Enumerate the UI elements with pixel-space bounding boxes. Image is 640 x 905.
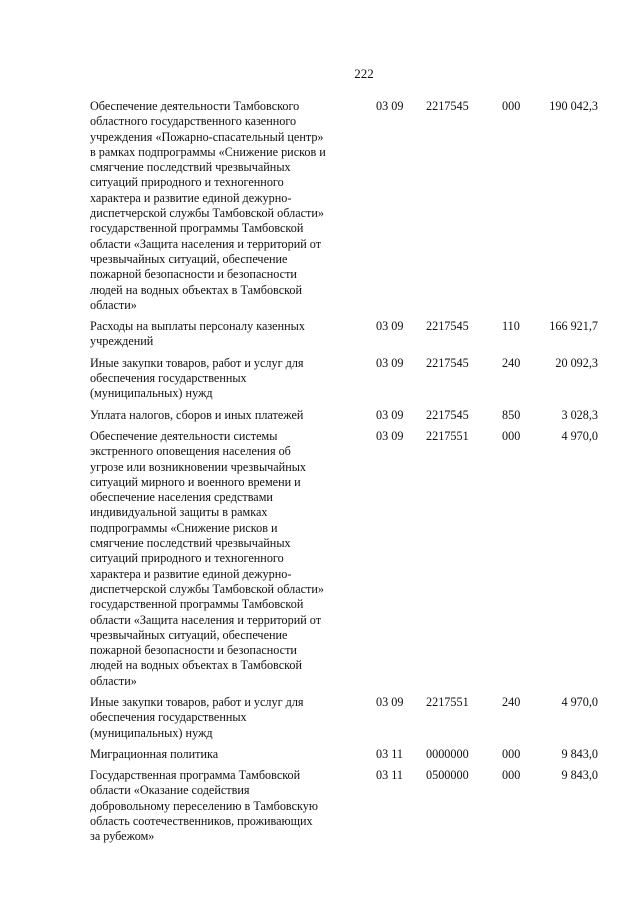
row-amount: 9 843,0 xyxy=(561,768,598,783)
row-expense-type: 240 xyxy=(502,694,521,709)
row-article-code: 2217545 xyxy=(426,355,469,370)
row-expense-type: 110 xyxy=(502,319,520,334)
table-row xyxy=(90,408,610,423)
row-section-code: 03 09 xyxy=(376,355,404,370)
row-name: Иные закупки товаров, работ и услуг для обеспечения государственных (муниципальных) нужд xyxy=(90,355,304,401)
row-name: Иные закупки товаров, работ и услуг для обеспечения государственных (муниципальных) нужд xyxy=(90,694,304,740)
row-expense-type: 240 xyxy=(502,355,521,370)
row-article-code: 2217545 xyxy=(426,407,469,422)
table-row xyxy=(90,429,610,689)
row-section-code: 03 09 xyxy=(376,694,404,709)
row-amount: 190 042,3 xyxy=(549,99,598,113)
row-expense-type: 000 xyxy=(502,746,521,761)
row-article-code: 2217545 xyxy=(426,99,469,113)
row-name: Государственная программа Тамбовской области «Оказание содействия добровольному переселению в Тамбовскую область соотечественников, проживающих за рубежом» xyxy=(90,768,318,844)
row-article-code: 0000000 xyxy=(426,746,469,761)
table-row xyxy=(90,768,610,844)
table-row xyxy=(90,695,610,741)
row-article-code: 2217545 xyxy=(426,319,469,334)
row-section-code: 03 09 xyxy=(376,407,404,422)
row-amount: 4 970,0 xyxy=(561,694,598,709)
row-section-code: 03 11 xyxy=(376,746,403,761)
row-name: Уплата налогов, сборов и иных платежей xyxy=(90,407,304,422)
row-section-code: 03 09 xyxy=(376,319,404,334)
row-name: Расходы на выплаты персоналу казенных учреждений xyxy=(90,319,305,349)
row-article-code: 0500000 xyxy=(426,768,469,783)
row-amount: 20 092,3 xyxy=(555,355,598,370)
row-name: Обеспечение деятельности Тамбовского областного государственного казенного учреждения «Пожарно-спасательный центр» в рамках подпрограммы «Снижение рисков и смягчение последствий чрезвычайных ситуаций природного и техногенного характера и развитие единой дежурно- диспетчерской службы Тамбовской области» государственной программы Тамбовской области «Защита населения и территорий от чрезвычайных ситуаций, обеспечение пожарной безопасности и безопасности людей на водных объектах в Тамбовской области» xyxy=(90,99,326,312)
row-expense-type: 000 xyxy=(502,428,521,443)
row-name: Обеспечение деятельности системы экстренного оповещения населения об угрозе или возникновении чрезвычайных ситуаций мирного и военного времени и обеспечение населения средствами индивидуальной защиты в рамках подпрограммы «Снижение рисков и смягчение последствий чрезвычайных ситуаций природного и техногенного характера и развитие единой дежурно- диспетчерской службы Тамбовской области» государственной программы Тамбовской области «Защита населения и территорий от чрезвычайных ситуаций, обеспечение пожарной безопасности и безопасности людей на водных объектах в Тамбовской области» xyxy=(90,428,324,688)
row-amount: 3 028,3 xyxy=(561,407,598,422)
row-article-code: 2217551 xyxy=(426,694,469,709)
row-section-code: 03 11 xyxy=(376,768,403,783)
table-row xyxy=(90,356,610,402)
row-expense-type: 850 xyxy=(502,407,521,422)
row-article-code: 2217551 xyxy=(426,428,469,443)
table-row xyxy=(90,99,610,313)
row-amount: 9 843,0 xyxy=(561,746,598,761)
budget-table xyxy=(90,99,610,851)
row-section-code: 03 09 xyxy=(376,99,404,113)
row-amount: 166 921,7 xyxy=(549,319,598,334)
table-row xyxy=(90,319,610,350)
row-name: Миграционная политика xyxy=(90,746,219,761)
table-row xyxy=(90,747,610,762)
row-expense-type: 000 xyxy=(502,768,521,783)
row-expense-type: 000 xyxy=(502,99,521,113)
row-section-code: 03 09 xyxy=(376,428,404,443)
page-number: 222 xyxy=(354,66,374,81)
row-amount: 4 970,0 xyxy=(561,428,598,443)
